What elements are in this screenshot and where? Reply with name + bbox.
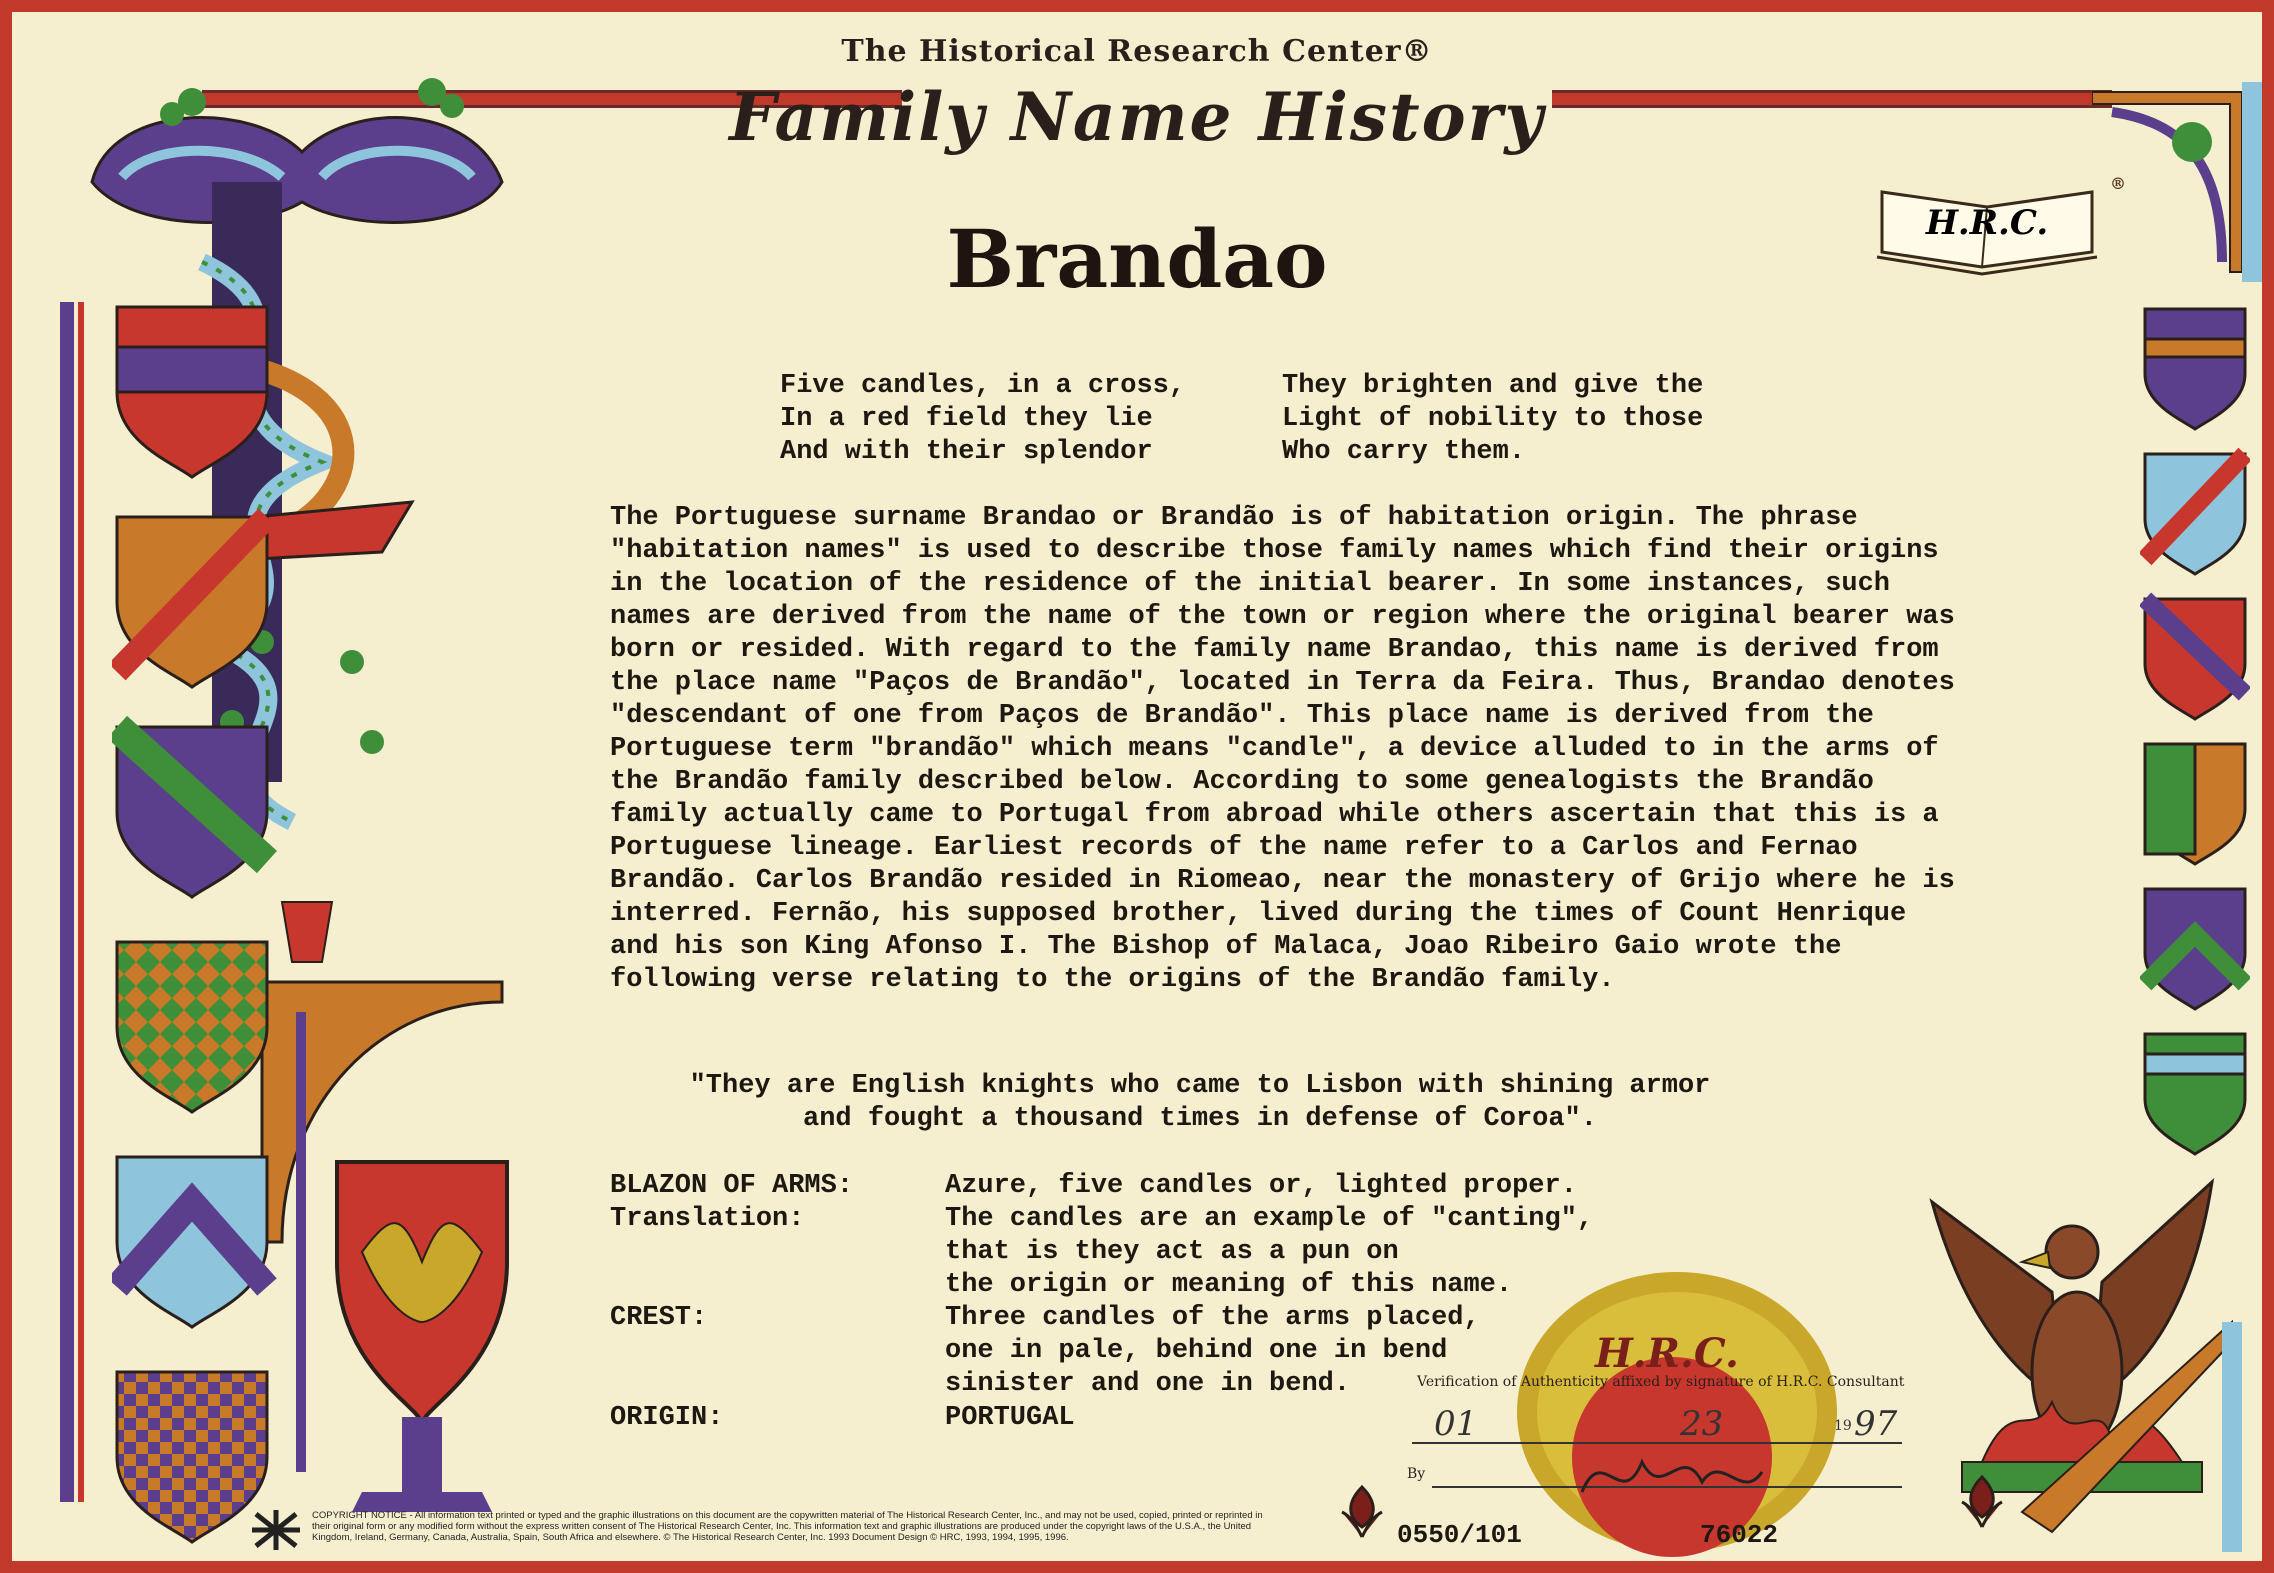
verse-right: They brighten and give the Light of nobility to those Who carry them. bbox=[1282, 371, 1704, 467]
translation-value: The candles are an example of "canting", that is they act as a pun on the origin or meaning of this name. bbox=[945, 1204, 1594, 1300]
blazon-label: BLAZON OF ARMS: bbox=[610, 1171, 854, 1201]
fleur-ornament-left bbox=[1332, 1482, 1392, 1542]
logo-registered-mark: ® bbox=[2110, 174, 2126, 193]
origin-label: ORIGIN: bbox=[610, 1403, 724, 1433]
seal-text: H.R.C. bbox=[1595, 1330, 1739, 1377]
blazon-value: Azure, five candles or, lighted proper. bbox=[945, 1171, 1577, 1201]
crest-label: CREST: bbox=[610, 1303, 708, 1333]
verification-caption: Verification of Authenticity affixed by signature of H.R.C. Consultant bbox=[1417, 1374, 1905, 1390]
document-title: Family Name History bbox=[729, 78, 1545, 156]
certificate bbox=[12, 12, 2262, 1561]
serial-number-right: 76022 bbox=[1700, 1520, 1779, 1550]
logo-text: H.R.C. bbox=[1925, 203, 2049, 243]
left-shields bbox=[112, 302, 277, 1561]
date-day: 23 bbox=[1680, 1404, 1724, 1444]
fleur-ornament-right bbox=[1952, 1472, 2012, 1532]
date-year: 97 bbox=[1854, 1404, 1898, 1444]
hrc-star-mark-icon bbox=[252, 1510, 300, 1550]
verse-left: Five candles, in a cross, In a red field they lie And with their splendor bbox=[780, 371, 1186, 467]
date-month: 01 bbox=[1434, 1404, 1478, 1444]
org-name: The Historical Research Center® bbox=[841, 34, 1433, 69]
serial-number: 0550/101 bbox=[1397, 1520, 1522, 1550]
right-shields bbox=[2140, 304, 2250, 1164]
signature-by-label: By bbox=[1407, 1466, 1426, 1482]
origin-value: PORTUGAL bbox=[945, 1403, 1075, 1433]
surname-title: Brandao bbox=[946, 212, 1328, 306]
history-paragraph: The Portuguese surname Brandao or Brandão is of habitation origin. The phrase "habitation names" is used to describe those family names which find their origins in the location of the residence of the initial bearer. In some instances, such names are derived from the name of the town or region where the original bearer was born or resided. With regard to the family name Brandao, this name is derived from the place name "Paços de Brandão", located in Terra da Feira. Thus, Brandao denotes "descendant of one from Paços de Brandão". This place name is derived from the Portuguese term "brandão" which means "candle", a device alluded to in the arms of the Brandão family described below. According to some genealogists the Brandão family actually came to Portugal from abroad while others ascertain that this is a Portuguese lineage. Earliest records of the name refer to a Carlos and Fernao Brandão. Carlos Brandão resided in Riomeao, near the monastery of Grijo where he is interred. Fernão, his supposed brother, lived during the times of Count Henrique and his son King Afonso I. The Bishop of Malaca, Joao Ribeiro Gaio wrote the following verse relating to the origins of the Brandão family. bbox=[610, 503, 1955, 995]
signature bbox=[1572, 1432, 1772, 1522]
hrc-book-logo bbox=[1872, 172, 2112, 282]
crest-value: Three candles of the arms placed, one in pale, behind one in bend sinister and one in bend. bbox=[945, 1303, 1480, 1399]
quote-verse: "They are English knights who came to Lisbon with shining armor and fought a thousand times in defense of Coroa". bbox=[689, 1071, 1711, 1134]
date-century: 19 bbox=[1834, 1418, 1852, 1434]
copyright-notice: COPYRIGHT NOTICE - All information text printed or typed and the graphic illustrations on this document are the copywritten material of The Historical Research Center, Inc., and may not be used, copied, printed or reprinted in their original form or any modified form without the express written consent of The Historical Research Center, Inc. This information text and graphic illustrations are produced under the copyright laws of the U.S.A., the United Kingdom, Ireland, Germany, Canada, Australia, Spain, South Africa and elsewhere. © The Historical Research Center, Inc. 1993 Document Design © HRC, 1993, 1994, 1995, 1996. bbox=[312, 1510, 1263, 1543]
translation-label: Translation: bbox=[610, 1204, 805, 1234]
